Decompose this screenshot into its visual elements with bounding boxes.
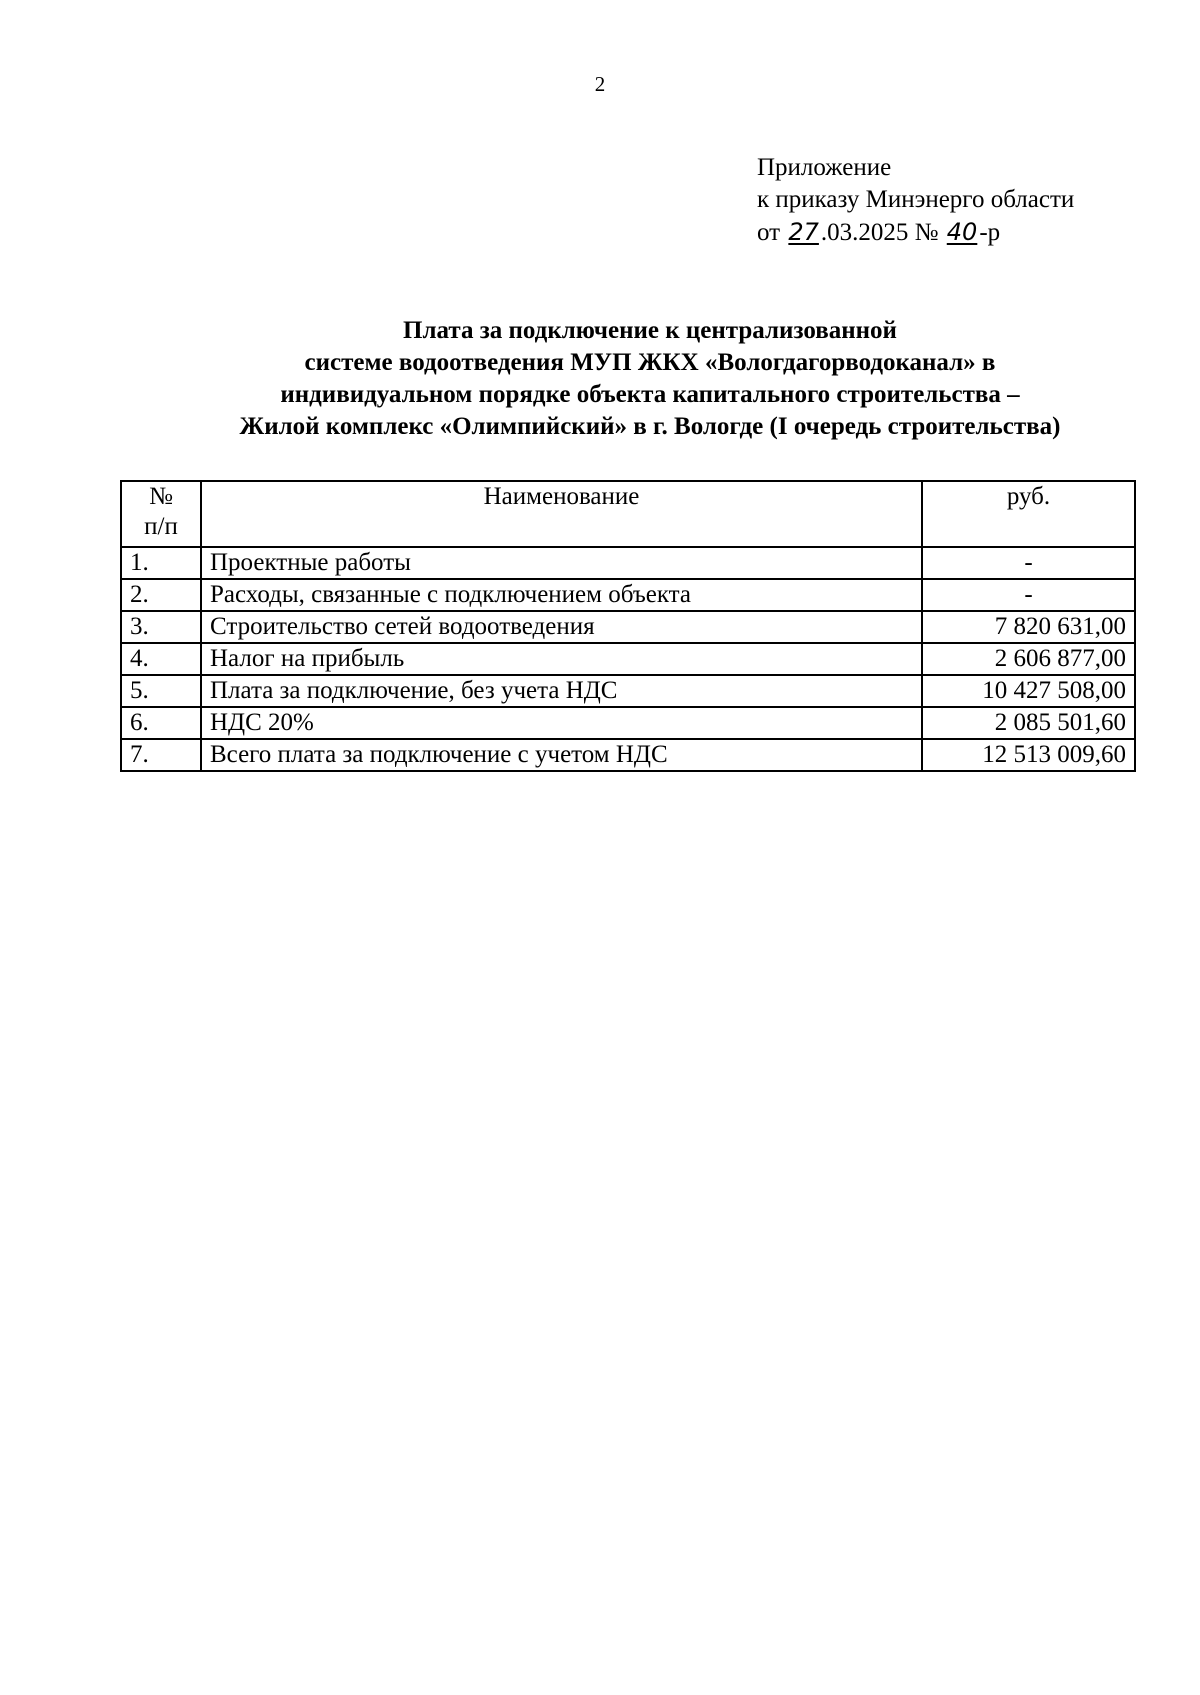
- row-sum: 7 820 631,00: [922, 611, 1135, 643]
- table-row: [121, 547, 1135, 579]
- page-number: 2: [594, 72, 606, 96]
- appendix-date-line: [757, 216, 1074, 249]
- row-sum: -: [922, 547, 1135, 579]
- row-number: 5.: [121, 675, 201, 707]
- row-sum: -: [922, 579, 1135, 611]
- table-row: [121, 643, 1135, 675]
- date-prefix: от: [757, 219, 787, 246]
- appendix-block: [757, 152, 1074, 249]
- header-number-sign: №: [149, 483, 173, 510]
- title-line-4: Жилой комплекс «Олимпийский» в г. Вологде (I очередь строительства): [239, 413, 1061, 440]
- title-line-3: индивидуальном порядке объекта капитального строительства –: [280, 381, 1020, 408]
- date-rest: .03.2025 №: [820, 219, 945, 246]
- title-line-1: Плата за подключение к централизованной: [403, 317, 897, 344]
- header-sum: руб.: [922, 481, 1135, 547]
- row-number: 7.: [121, 739, 201, 771]
- row-name: НДС 20%: [201, 707, 922, 739]
- row-name: Расходы, связанные с подключением объекта: [201, 579, 922, 611]
- row-number: 3.: [121, 611, 201, 643]
- appendix-label: Приложение: [757, 154, 892, 181]
- row-name: Проектные работы: [201, 547, 922, 579]
- header-number-abbrev: п/п: [144, 513, 178, 540]
- order-suffix: -р: [979, 219, 1001, 246]
- handwritten-day: 27: [788, 218, 819, 246]
- table-row: [121, 707, 1135, 739]
- document-title: [150, 315, 1150, 443]
- row-name: Всего плата за подключение с учетом НДС: [201, 739, 922, 771]
- appendix-order-ref: к приказу Минэнерго области: [757, 186, 1075, 213]
- title-line-2: системе водоотведения МУП ЖКХ «Вологдагорводоканал» в: [304, 349, 996, 376]
- row-sum: 12 513 009,60: [922, 739, 1135, 771]
- row-sum: 2 606 877,00: [922, 643, 1135, 675]
- row-name: Строительство сетей водоотведения: [201, 611, 922, 643]
- handwritten-order-number: 40: [946, 218, 978, 246]
- row-number: 1.: [121, 547, 201, 579]
- header-name: Наименование: [201, 481, 922, 547]
- table-row: [121, 611, 1135, 643]
- table-row: [121, 579, 1135, 611]
- row-number: 6.: [121, 707, 201, 739]
- row-number: 2.: [121, 579, 201, 611]
- row-name: Плата за подключение, без учета НДС: [201, 675, 922, 707]
- charges-table: [120, 480, 1136, 772]
- row-name: Налог на прибыль: [201, 643, 922, 675]
- row-number: 4.: [121, 643, 201, 675]
- row-sum: 10 427 508,00: [922, 675, 1135, 707]
- table-header-row: [121, 481, 1135, 547]
- header-number: [121, 481, 201, 547]
- table-row: [121, 739, 1135, 771]
- row-sum: 2 085 501,60: [922, 707, 1135, 739]
- table-row: [121, 675, 1135, 707]
